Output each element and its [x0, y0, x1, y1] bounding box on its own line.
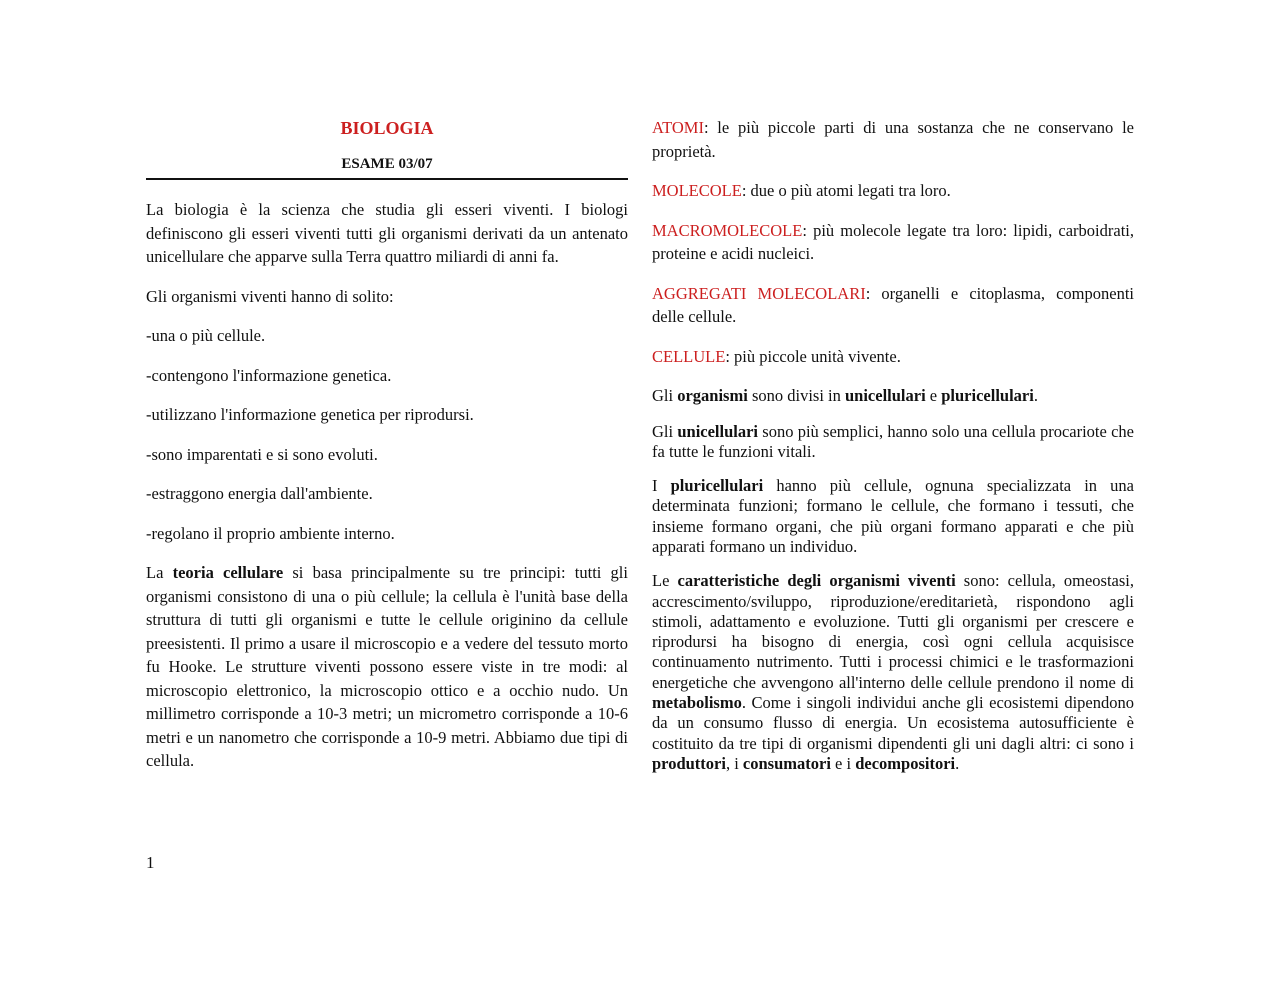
list-item: -regolano il proprio ambiente interno. — [146, 523, 395, 543]
definition-molecole — [652, 179, 1134, 203]
definition-cellule — [652, 345, 1134, 369]
text-run: sono: cellula, omeostasi, accrescimento/sviluppo, riproduzione/ereditarietà, rispondono agli stimoli, adattamento e evoluzione. Tutti gli organismi per crescere e riprodursi ha bisogno di energia, così ogni cellula acquisisce continuamento nutrimento. Tutti i processi chimici e le trasformazioni energetiche che avvengono all'interno delle cellule prendono il nome di — [652, 571, 1134, 692]
bold-term: metabolismo — [652, 693, 742, 713]
bold-term: decompositori — [855, 753, 956, 773]
caratteristiche-paragraph — [652, 571, 1134, 774]
pluricellulari-paragraph — [652, 476, 1134, 557]
definition-aggregati — [652, 282, 1134, 329]
definition-macromolecole — [652, 219, 1134, 266]
text-run: , i — [725, 753, 743, 773]
definition-term: MOLECOLE — [652, 181, 742, 200]
text-run: e i — [830, 753, 856, 773]
text-run: I — [652, 476, 671, 496]
organismi-paragraph — [652, 384, 1134, 408]
list-item: -contengono l'informazione genetica. — [146, 365, 392, 385]
list-intro: Gli organismi viventi hanno di solito: — [146, 286, 394, 306]
definition-text: : più molecole legate tra loro: lipidi, carboidrati, proteine e acidi nucleici. — [652, 220, 1134, 263]
bold-term: produttori — [652, 753, 726, 773]
text-run: Gli — [652, 421, 678, 441]
intro-paragraph: La biologia è la scienza che studia gli esseri viventi. I biologi definiscono gli esseri viventi tutti gli organismi derivati da un antenato unicellulare che apparve sulla Terra quattro miliardi di anni fa. — [146, 200, 628, 266]
definition-term: MACROMOLECOLE — [652, 220, 803, 240]
bold-term: consumatori — [742, 753, 831, 773]
bold-term: unicellulari — [845, 386, 926, 405]
definition-term: ATOMI — [652, 118, 704, 137]
text-run: Gli — [652, 386, 678, 405]
exam-subtitle: ESAME 03/07 — [146, 154, 628, 180]
bold-term: pluricellulari — [941, 386, 1034, 405]
bold-term: pluricellulari — [670, 476, 764, 496]
unicellulari-paragraph — [652, 422, 1134, 463]
text-run: e — [925, 386, 942, 405]
list-item: -utilizzano l'informazione genetica per riprodursi. — [146, 405, 474, 424]
definition-term: AGGREGATI MOLECOLARI — [652, 283, 866, 303]
text-run: La — [146, 563, 173, 582]
text-run: si basa principalmente su tre principi: tutti gli organismi consistono di una o più cellule; la cellula è l'unità base della struttura di tutti gli organismi e tutte le cellule originino da cellule preesistenti. Il primo a usare il microscopio e a vedere del tessuto morto fu Hooke. Le strutture viventi possono essere viste in tre modi: al microscopio elettronico, la microscopio ottico e a occhio nudo. Un millimetro corrisponde a 10-3 metri; un micrometro corrisponde a 10-6 metri e un nanometro che corrisponde a 10-9 metri. Abbiamo due tipi di cellula. — [146, 563, 628, 770]
page-title: BIOLOGIA — [340, 118, 434, 138]
left-column — [146, 116, 628, 773]
bold-term: unicellulari — [677, 421, 759, 441]
text-run: hanno più cellule, ognuna specializzata in una determinata funzioni; formano le cellule, che formano i tessuti, che insieme formano organi, che più organi formano apparati e che più apparati formano un individuo. — [652, 476, 1134, 556]
definition-atomi — [652, 116, 1134, 163]
list-item: -una o più cellule. — [146, 326, 266, 345]
right-column — [652, 116, 1134, 774]
list-item: -sono imparentati e si sono evoluti. — [146, 444, 378, 464]
definition-term: CELLULE — [652, 346, 726, 366]
definition-text: : organelli e citoplasma, componenti delle cellule. — [652, 283, 1134, 326]
list-item: -estraggono energia dall'ambiente. — [146, 484, 373, 503]
page-number: 1 — [146, 853, 155, 872]
text-run: sono divisi in — [747, 386, 845, 405]
definition-text: : due o più atomi legati tra loro. — [741, 181, 951, 200]
bold-term: caratteristiche degli organismi viventi — [677, 571, 956, 591]
teoria-cellulare-paragraph — [146, 561, 628, 773]
bold-term: organismi — [677, 386, 748, 405]
text-run: sono più semplici, hanno solo una cellula procariote che fa tutte le funzioni vitali. — [652, 421, 1134, 461]
definition-text: : le più piccole parti di una sostanza che ne conservano le proprietà. — [652, 118, 1134, 161]
text-run: . — [955, 753, 960, 773]
text-run: . — [1033, 386, 1038, 405]
bold-term: teoria cellulare — [172, 563, 284, 582]
definition-text: : più piccole unità vivente. — [725, 346, 901, 366]
text-run: Le — [652, 571, 678, 591]
text-run: . Come i singoli individui anche gli ecosistemi dipendono da un consumo flusso di energia. Un ecosistema autosufficiente è costituito da tre tipi di organismi dipendenti gli uni dagli altri: ci sono i — [652, 693, 1134, 753]
